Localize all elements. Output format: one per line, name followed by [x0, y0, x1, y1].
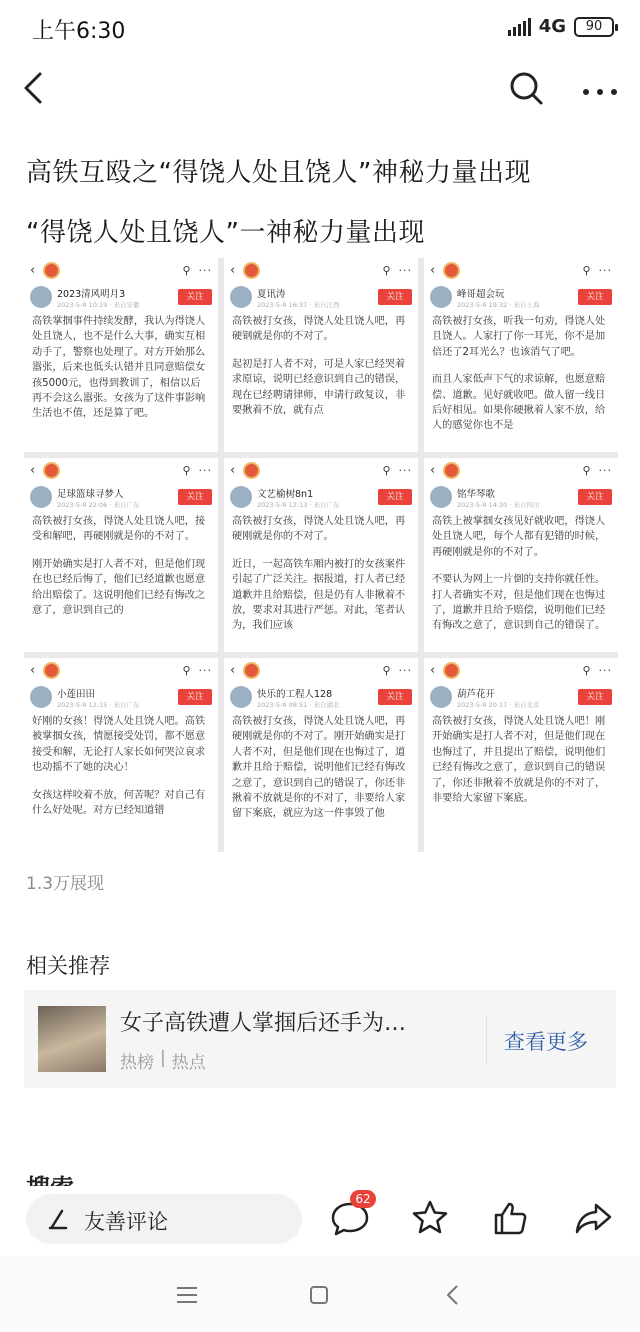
post-paragraph: 刚开始确实是打人者不对，但是他们现在也已经后悔了，他们已经道歉也愿意给出赔偿了。这说明他们已经有悔改之意了，意识到自己的 — [32, 558, 206, 617]
post-body — [424, 712, 618, 806]
app-logo-icon — [43, 462, 60, 479]
avatar — [30, 486, 52, 508]
post-body — [224, 712, 418, 822]
post-body — [224, 312, 418, 418]
post-user-row — [24, 482, 218, 512]
post-paragraph: 高铁掌掴事件持续发酵，我认为得饶人处且饶人，也不是什么大事，确实互相动手了，警察也处理了。对方开始那么嚣张，后来也低头认错并且同意赔偿女孩5000元，也得到教训了，相信以后再不会这么嚣张。女孩为了这件事影响生活也不值，还是算了吧。 — [32, 316, 206, 420]
paragraph-gap — [232, 345, 410, 357]
post-screenshot[interactable] — [224, 458, 418, 652]
post-user-row — [224, 282, 418, 312]
share-arrow-icon — [572, 1196, 616, 1240]
post-header — [224, 258, 418, 282]
system-nav-bar — [0, 1256, 640, 1332]
avatar — [430, 486, 452, 508]
post-screenshot[interactable] — [424, 258, 618, 452]
post-body — [424, 512, 618, 634]
paragraph-gap — [232, 545, 410, 557]
post-header — [424, 458, 618, 482]
post-search-icon: ⚲ — [582, 663, 591, 677]
post-screenshot[interactable] — [24, 658, 218, 852]
post-body — [24, 512, 218, 618]
post-back-icon: ‹ — [30, 662, 36, 678]
post-search-icon: ⚲ — [582, 463, 591, 477]
app-logo-icon — [43, 262, 60, 279]
comment-input[interactable] — [26, 1194, 302, 1244]
bottom-action-bar — [0, 1186, 640, 1252]
related-card[interactable] — [24, 990, 616, 1088]
home-nav-button[interactable] — [304, 1280, 334, 1310]
post-search-icon: ⚲ — [182, 463, 191, 477]
post-more-icon: ··· — [598, 263, 612, 277]
post-username: 足球篮球寻梦人 — [57, 488, 124, 500]
post-body — [24, 712, 218, 818]
post-meta: 2023-5-9 20:17 · 来自北京 — [457, 700, 540, 709]
post-body — [424, 312, 618, 434]
related-title: 相关推荐 — [26, 954, 110, 978]
post-header — [24, 458, 218, 482]
post-back-icon: ‹ — [30, 262, 36, 278]
share-button[interactable] — [572, 1196, 616, 1240]
view-count: 1.3万展现 — [26, 874, 105, 894]
paragraph-gap — [432, 360, 610, 372]
post-more-icon: ··· — [398, 663, 412, 677]
status-indicators — [508, 16, 614, 37]
post-header — [24, 258, 218, 282]
post-paragraph: 高铁被打女孩，得饶人处且饶人吧，再硬刚就是你的不对了。刚开始确实是打人者不对，但是他们现在也悔过了，道歉并且给于赔偿，说明他们已经有悔改之意了，意识到自己的错误了，你还非揪着不放就是你的不对了，非要给人家留下案底，就应为这一件事毁了他 — [232, 716, 406, 820]
battery-icon: 90 — [574, 17, 614, 37]
follow-button: 关注 — [578, 489, 612, 505]
post-username: 小莲田田 — [57, 688, 96, 700]
post-paragraph: 高铁被打女孩，听我一句劝，得饶人处且饶人。人家打了你一耳光，你不是加倍还了2耳光么？也该消气了吧。 — [432, 316, 606, 358]
thumbs-up-icon — [488, 1196, 532, 1240]
more-icon — [576, 66, 624, 110]
post-username: 峰哥超会玩 — [457, 288, 505, 300]
post-username: 铭华琴歌 — [457, 488, 496, 500]
post-header — [224, 658, 418, 682]
avatar — [230, 486, 252, 508]
app-logo-icon — [443, 262, 460, 279]
search-icon — [504, 66, 548, 110]
post-screenshot[interactable] — [224, 258, 418, 452]
post-more-icon: ··· — [198, 263, 212, 277]
related-thumbnail[interactable] — [38, 1006, 106, 1072]
comment-count-badge: 62 — [350, 1190, 376, 1208]
post-paragraph: 高铁上被掌掴女孩见好就收吧，得饶人处且饶人吧，每个人都有犯错的时候，再硬刚就是你的不对了。 — [432, 516, 606, 558]
post-user-row — [224, 482, 418, 512]
post-screenshot[interactable] — [224, 658, 418, 852]
like-button[interactable] — [488, 1196, 532, 1240]
post-paragraph: 女孩这样咬着不放，何苦呢？对自己有什么好处呢。对方已经知道错 — [32, 789, 206, 817]
post-more-icon: ··· — [198, 663, 212, 677]
nav-bar — [0, 58, 640, 122]
post-header — [24, 658, 218, 682]
post-paragraph: 起初是打人者不对，可是人家已经哭着求原谅，说明已经意识到自己的错误，现在已经聘请律师，申请行政复议，非要揪着不放，就有点 — [232, 358, 406, 417]
post-search-icon: ⚲ — [182, 263, 191, 277]
follow-button: 关注 — [378, 289, 412, 305]
post-more-icon: ··· — [398, 463, 412, 477]
follow-button: 关注 — [178, 289, 212, 305]
article-title: 高铁互殴之“得饶人处且饶人”神秘力量出现 — [26, 158, 531, 188]
post-paragraph: 高铁被打女孩，得饶人处且饶人吧，再硬钢就是你的不对了。 — [232, 316, 406, 343]
comment-placeholder: 友善评论 — [84, 1210, 168, 1234]
back-arrow-icon — [14, 66, 58, 110]
post-meta: 2023-5-9 08:51 · 来自湖北 — [257, 700, 340, 709]
post-back-icon: ‹ — [430, 662, 436, 678]
post-user-row — [424, 482, 618, 512]
paragraph-gap — [32, 545, 210, 557]
related-tag-separator: | — [160, 1048, 166, 1068]
divider — [486, 1016, 487, 1064]
post-header — [424, 258, 618, 282]
post-body — [24, 312, 218, 422]
app-logo-icon — [243, 462, 260, 479]
home-square-icon — [304, 1280, 334, 1310]
post-username: 快乐的工程人128 — [257, 688, 333, 700]
follow-button: 关注 — [578, 289, 612, 305]
post-meta: 2023-5-9 12:15 · 来自广东 — [57, 700, 140, 709]
menu-icon — [172, 1280, 202, 1310]
post-more-icon: ··· — [598, 463, 612, 477]
comments-button[interactable] — [328, 1192, 372, 1240]
paragraph-gap — [32, 776, 210, 788]
app-logo-icon — [243, 662, 260, 679]
network-type: 4G — [538, 16, 566, 37]
post-paragraph: 好刚的女孩！得饶人处且饶人吧。高铁被掌掴女孩，情愿接受处罚，都不愿意接受和解，无论打人家长如何哭泣哀求也动摇不了她的决心！ — [32, 716, 206, 774]
follow-button: 关注 — [578, 689, 612, 705]
post-meta: 2023-5-9 16:37 · 来自江西 — [257, 300, 340, 309]
see-more-button[interactable]: 查看更多 — [504, 1030, 588, 1054]
post-paragraph: 高铁被打女孩，得饶人处且饶人吧，再硬刚就是你的不对了。 — [232, 516, 406, 543]
favorite-button[interactable] — [408, 1196, 452, 1240]
post-screenshot[interactable] — [424, 458, 618, 652]
post-paragraph: 高铁被打女孩，得饶人处且饶人吧，接受和解吧，再硬刚就是你的不对了。 — [32, 516, 206, 543]
app-logo-icon — [443, 662, 460, 679]
app-logo-icon — [443, 462, 460, 479]
post-meta: 2023-5-9 10:19 · 来自安徽 — [57, 300, 140, 309]
post-header — [424, 658, 618, 682]
back-nav-button[interactable] — [438, 1280, 468, 1310]
back-triangle-icon — [438, 1280, 468, 1310]
post-meta: 2023-5-9 14:30 · 来自四川 — [457, 500, 540, 509]
post-screenshot-grid[interactable] — [24, 258, 618, 852]
signal-icon — [508, 18, 531, 36]
paragraph-gap — [432, 560, 610, 572]
article-subtitle: “得饶人处且饶人”一神秘力量出现 — [26, 218, 425, 248]
avatar — [230, 686, 252, 708]
post-back-icon: ‹ — [430, 462, 436, 478]
status-time: 上午6:30 — [32, 19, 126, 44]
related-card-title[interactable]: 女子高铁遭人掌掴后还手为… — [120, 1011, 407, 1036]
search-button[interactable] — [504, 66, 548, 110]
post-meta: 2023-5-9 12:13 · 来自广东 — [257, 500, 340, 509]
app-logo-icon — [43, 662, 60, 679]
follow-button: 关注 — [378, 689, 412, 705]
post-search-icon: ⚲ — [382, 463, 391, 477]
post-username: 葫芦花开 — [457, 688, 496, 700]
post-search-icon: ⚲ — [182, 663, 191, 677]
post-user-row — [224, 682, 418, 712]
post-header — [224, 458, 418, 482]
post-screenshot[interactable] — [24, 458, 218, 652]
app-logo-icon — [243, 262, 260, 279]
avatar — [30, 286, 52, 308]
menu-nav-button[interactable] — [172, 1280, 202, 1310]
post-user-row — [424, 282, 618, 312]
post-paragraph: 不要认为网上一片倒的支持你就任性。打人者确实不对，但是他们现在也悔过了，道歉并且给予赔偿，说明他们已经有悔改之意了，意识到自己的错误了。 — [432, 574, 606, 632]
post-more-icon: ··· — [398, 263, 412, 277]
post-back-icon: ‹ — [230, 462, 236, 478]
follow-button: 关注 — [178, 489, 212, 505]
follow-button: 关注 — [178, 689, 212, 705]
avatar — [230, 286, 252, 308]
post-more-icon: ··· — [198, 463, 212, 477]
post-paragraph: 高铁被打女孩，得饶人处且饶人吧！刚开始确实是打人者不对，但是他们现在也悔过了，并且提出了赔偿，说明他们已经有悔改之意了，意识到自己的错误了，你还非揪着不放就是你的不对了，非要给大家留下案底。 — [432, 716, 606, 805]
avatar — [30, 686, 52, 708]
post-body — [224, 512, 418, 634]
post-username: 2023清风明月3 — [57, 288, 126, 300]
post-user-row — [24, 682, 218, 712]
post-back-icon: ‹ — [430, 262, 436, 278]
star-icon — [408, 1196, 452, 1240]
avatar — [430, 686, 452, 708]
post-back-icon: ‹ — [230, 662, 236, 678]
post-search-icon: ⚲ — [382, 263, 391, 277]
post-username: 夏讯涛 — [257, 288, 286, 300]
follow-button: 关注 — [378, 489, 412, 505]
post-back-icon: ‹ — [30, 462, 36, 478]
post-username: 文艺榆树8n1 — [257, 488, 314, 500]
post-search-icon: ⚲ — [382, 663, 391, 677]
related-tag: 热榜 — [120, 1053, 154, 1073]
post-screenshot[interactable] — [424, 658, 618, 852]
post-paragraph: 近日，一起高铁车厢内被打的女孩案件引起了广泛关注。据报道，打人者已经道歉并且给赔偿，但是仍有人非揪着不放，要求对其进行严惩。对此，笔者认为，我们应该 — [232, 558, 406, 632]
post-back-icon: ‹ — [230, 262, 236, 278]
related-tag: 热点 — [171, 1053, 206, 1073]
back-button[interactable] — [14, 66, 58, 110]
post-screenshot[interactable] — [24, 258, 218, 452]
post-user-row — [24, 282, 218, 312]
post-paragraph: 而且人家低声下气的求谅解，也愿意赔偿、道歉。见好就收吧。做人留一线日后好相见。如果你硬揪着人家不放，给人的感觉你也不是 — [432, 374, 606, 432]
post-meta: 2023-5-9 22:06 · 来自广东 — [57, 500, 140, 509]
status-bar — [0, 0, 640, 58]
post-more-icon: ··· — [598, 663, 612, 677]
post-user-row — [424, 682, 618, 712]
avatar — [430, 286, 452, 308]
post-meta: 2023-5-9 19:32 · 来自上海 — [457, 300, 540, 309]
pen-icon — [46, 1207, 70, 1231]
more-button[interactable] — [576, 66, 624, 110]
post-search-icon: ⚲ — [582, 263, 591, 277]
related-tags — [120, 1048, 206, 1073]
